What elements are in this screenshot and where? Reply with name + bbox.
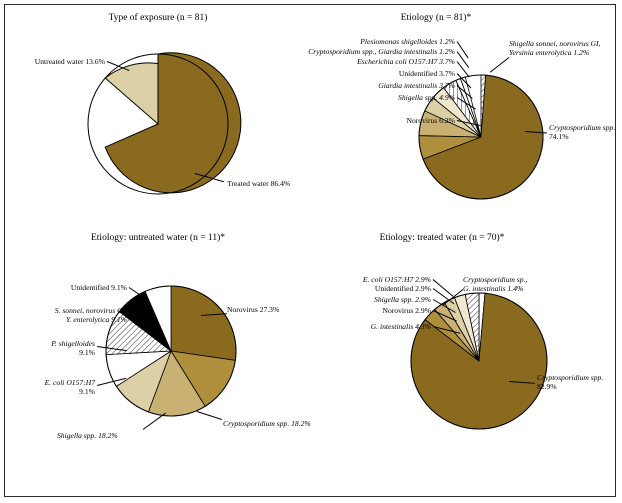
label-cryptosporidium-829-line2: 82.9% [537, 382, 557, 391]
label-ssonnei-line1-untreated: S. sonnei, norovirus GI, [54, 306, 127, 315]
panel-title-etiology-treated: Etiology: treated water (n = 70)* [379, 233, 505, 243]
label-shigella-182: Shigella spp. 18.2% [57, 431, 118, 440]
label-cryptosporidium-829-line1: Cryptosporidium spp. [537, 373, 604, 382]
label-treated-water: Treated water 86.4% [227, 179, 291, 188]
pie-chart-etiology-all [415, 71, 547, 203]
label-ssonnei-line2: Yersinia enterolytica 1.2% [509, 48, 590, 57]
label-norovirus: Norovirus 6.2% [406, 116, 455, 125]
label-cryptosporidium-main-pct: 74.1% [549, 132, 569, 141]
panel-type-of-exposure [5, 13, 311, 223]
label-untreated-water: Untreated water 13.6% [34, 57, 105, 66]
panel-title-etiology-untreated: Etiology: untreated water (n = 11)* [90, 233, 225, 243]
pie-slice-norovirus-273 [171, 286, 236, 360]
panel-etiology-treated [311, 233, 617, 491]
label-ecoli-line1: E. coli O157:H7 [44, 378, 95, 387]
leader-plesiomonas [457, 41, 469, 58]
panel-title-etiology-all: Etiology (n = 81)* [400, 13, 472, 23]
label-ecoli-o157: Escherichia coli O157:H7 3.7% [357, 57, 455, 66]
pie-chart-etiology-untreated [101, 281, 241, 421]
label-unidentified-91: Unidentified 9.1% [70, 283, 127, 292]
panel-etiology-all [308, 13, 617, 223]
label-crypto-gint-line2: G. intestinalis 1.4% [463, 284, 524, 293]
panel-etiology-untreated [5, 233, 311, 491]
label-unidentified-29: Unidentified 2.9% [374, 284, 431, 293]
label-shigella-29: Shigella spp. 2.9% [374, 295, 431, 304]
label-shigella-spp: Shigella spp. 4.9% [398, 93, 455, 102]
label-ecoli-line2: 9.1% [79, 387, 95, 396]
label-unidentified: Unidentified 3.7% [398, 69, 455, 78]
label-norovirus-29: Norovirus 2.9% [382, 306, 431, 315]
label-giardia-intestinalis: Giardia intestinalis 3.7% [378, 81, 455, 90]
panel-title-exposure: Type of exposure (n = 81) [108, 13, 208, 23]
label-plesiomonas: Plesiomonas shigelloides 1.2% [360, 37, 455, 46]
label-crypto-gint-line1: Cryptosporidium sp., [463, 275, 528, 284]
label-pshigelloides-line2: 9.1% [79, 348, 95, 357]
label-gintestinalis-43: G. intestinalis 4.3% [370, 322, 431, 331]
pie-svg-etiology-all [415, 71, 547, 203]
label-crypto-giardia: Cryptosporidium spp., Giardia intestinalis 1.2% [308, 47, 455, 56]
figure-border [4, 4, 616, 497]
label-cryptosporidium-main: Cryptosporidium spp. [549, 123, 616, 132]
pie-svg-etiology-untreated [101, 281, 241, 421]
label-cryptosporidium-182: Cryptosporidium spp. 18.2% [223, 419, 311, 428]
label-ssonnei-line1: Shigella sonnei, norovirus GI, [509, 39, 601, 48]
label-pshigelloides-line1: P. shigelloides [51, 339, 95, 348]
label-norovirus-273: Norovirus 27.3% [227, 305, 280, 314]
label-ecoli-29: E. coli O157:H7 2.9% [362, 275, 431, 284]
label-ssonnei-line2-untreated: Y. enterolytica 9.1% [65, 315, 127, 324]
